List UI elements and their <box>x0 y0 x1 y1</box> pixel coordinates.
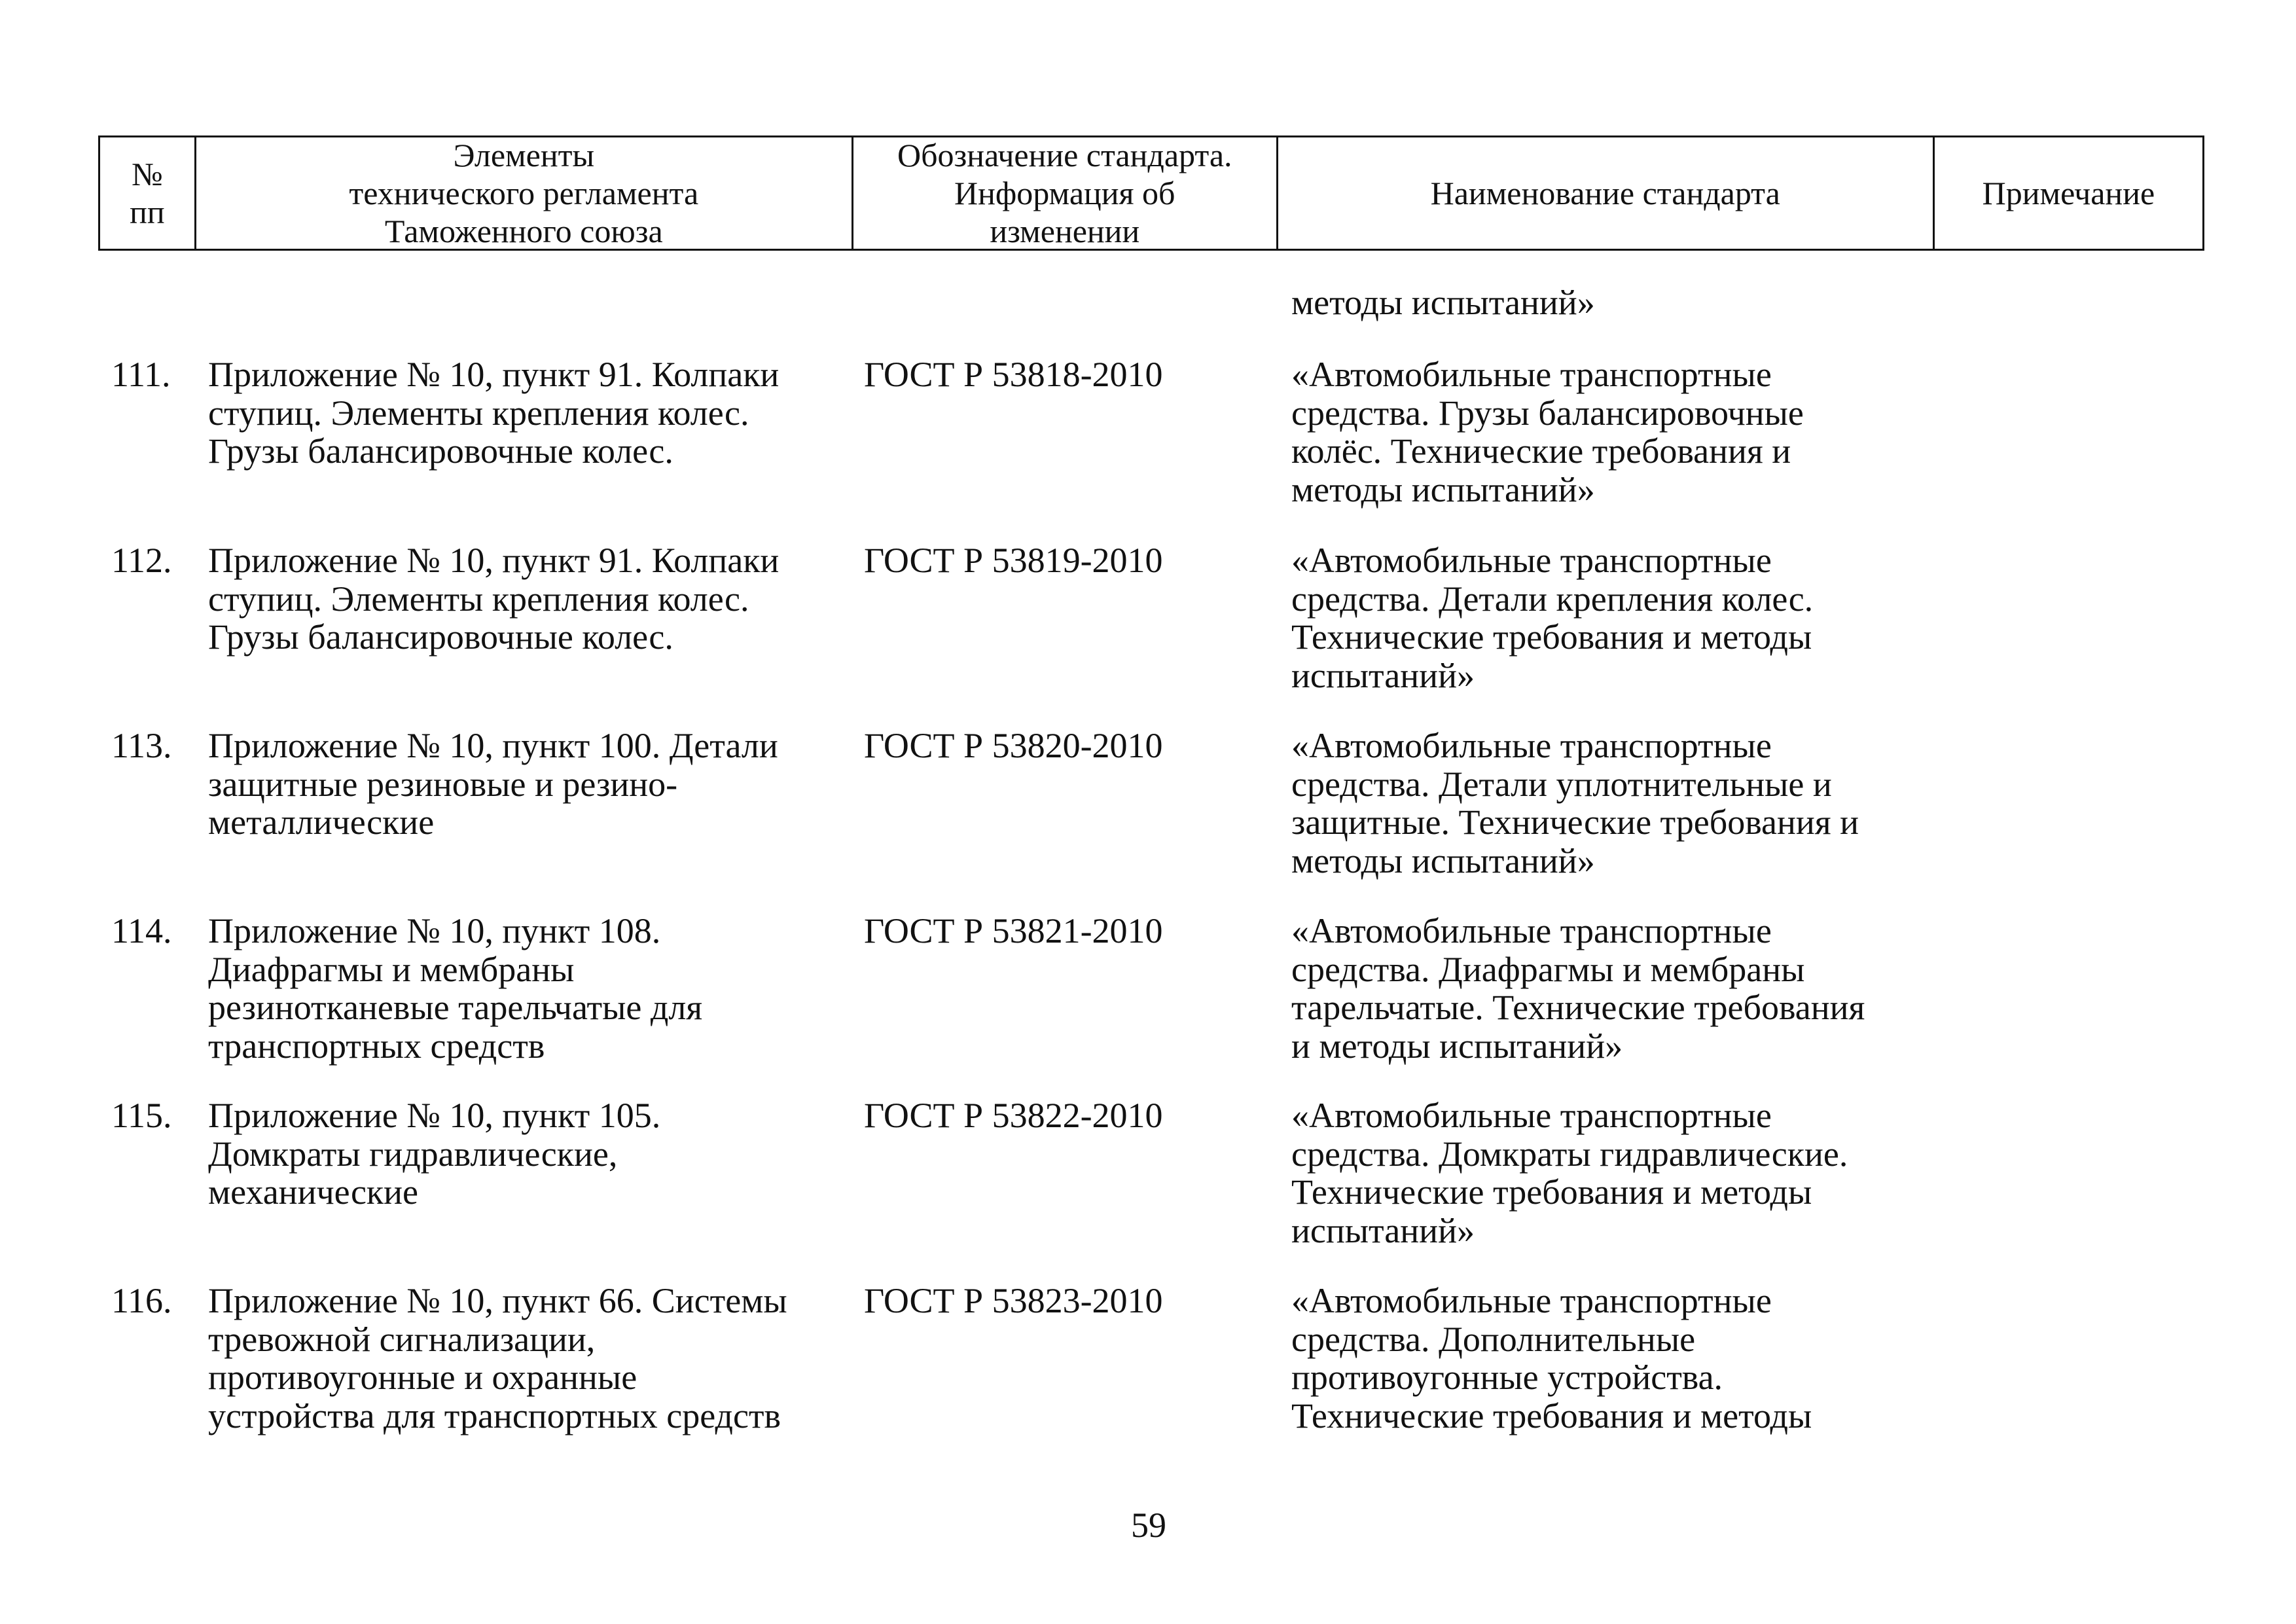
row-element: Приложение № 10, пункт 66. Системы тревожной сигнализации, противоугонные и охранные устройства для транспортных средств <box>208 1281 787 1435</box>
header-code-label: Обозначение стандарта. Информация об изменении <box>897 137 1232 249</box>
header-number-label: № пп <box>130 156 165 230</box>
row-element: Приложение № 10, пункт 108. Диафрагмы и мембраны резинотканевые тарельчатые для транспортных средств <box>208 911 703 1066</box>
row-standard-name: «Автомобильные транспортные средства. Дополнительные противоугонные устройства. Технические требования и методы <box>1291 1281 1812 1435</box>
header-cell-note <box>1935 137 2202 249</box>
row-standard-code: ГОСТ Р 53819-2010 <box>864 541 1163 580</box>
row-number: 114. <box>111 911 172 950</box>
row-standard-code: ГОСТ Р 53822-2010 <box>864 1096 1163 1135</box>
row-standard-name: «Автомобильные транспортные средства. Грузы балансировочные колёс. Технические требования и методы испытаний» <box>1291 355 1804 509</box>
header-name-label: Наименование стандарта <box>1430 175 1780 211</box>
table-header <box>98 135 2204 251</box>
row-standard-name: «Автомобильные транспортные средства. Детали уплотнительные и защитные. Технические требования и методы испытаний» <box>1291 726 1859 880</box>
header-cell-code <box>853 137 1278 249</box>
header-cell-element <box>196 137 853 249</box>
row-element: Приложение № 10, пункт 105. Домкраты гидравлические, механические <box>208 1096 661 1212</box>
row-number: 115. <box>111 1096 172 1135</box>
row-standard-name: «Автомобильные транспортные средства. Домкраты гидравлические. Технические требования и методы испытаний» <box>1291 1096 1848 1250</box>
row-standard-name: «Автомобильные транспортные средства. Диафрагмы и мембраны тарельчатые. Технические требования и методы испытаний» <box>1291 911 1865 1066</box>
page-number: 59 <box>1131 1506 1166 1545</box>
header-cell-number <box>100 137 196 249</box>
header-note-label: Примечание <box>1982 175 2155 211</box>
row-element: Приложение № 10, пункт 91. Колпаки ступиц. Элементы крепления колес. Грузы балансировочные колес. <box>208 355 780 471</box>
row-standard-name: «Автомобильные транспортные средства. Детали крепления колес. Технические требования и методы испытаний» <box>1291 541 1814 695</box>
header-element-label: Элементы технического регламента Таможенного союза <box>349 137 699 249</box>
row-standard-code: ГОСТ Р 53818-2010 <box>864 355 1163 394</box>
row-number: 112. <box>111 541 172 580</box>
continuation-text: методы испытаний» <box>1291 283 1595 322</box>
row-element: Приложение № 10, пункт 100. Детали защитные резиновые и резино- металлические <box>208 726 778 842</box>
row-number: 116. <box>111 1281 172 1320</box>
row-standard-code: ГОСТ Р 53823-2010 <box>864 1281 1163 1320</box>
header-cell-name <box>1278 137 1935 249</box>
row-element: Приложение № 10, пункт 91. Колпаки ступиц. Элементы крепления колес. Грузы балансировочные колес. <box>208 541 780 657</box>
row-number: 113. <box>111 726 172 765</box>
row-standard-code: ГОСТ Р 53820-2010 <box>864 726 1163 765</box>
row-number: 111. <box>111 355 171 394</box>
row-standard-code: ГОСТ Р 53821-2010 <box>864 911 1163 950</box>
